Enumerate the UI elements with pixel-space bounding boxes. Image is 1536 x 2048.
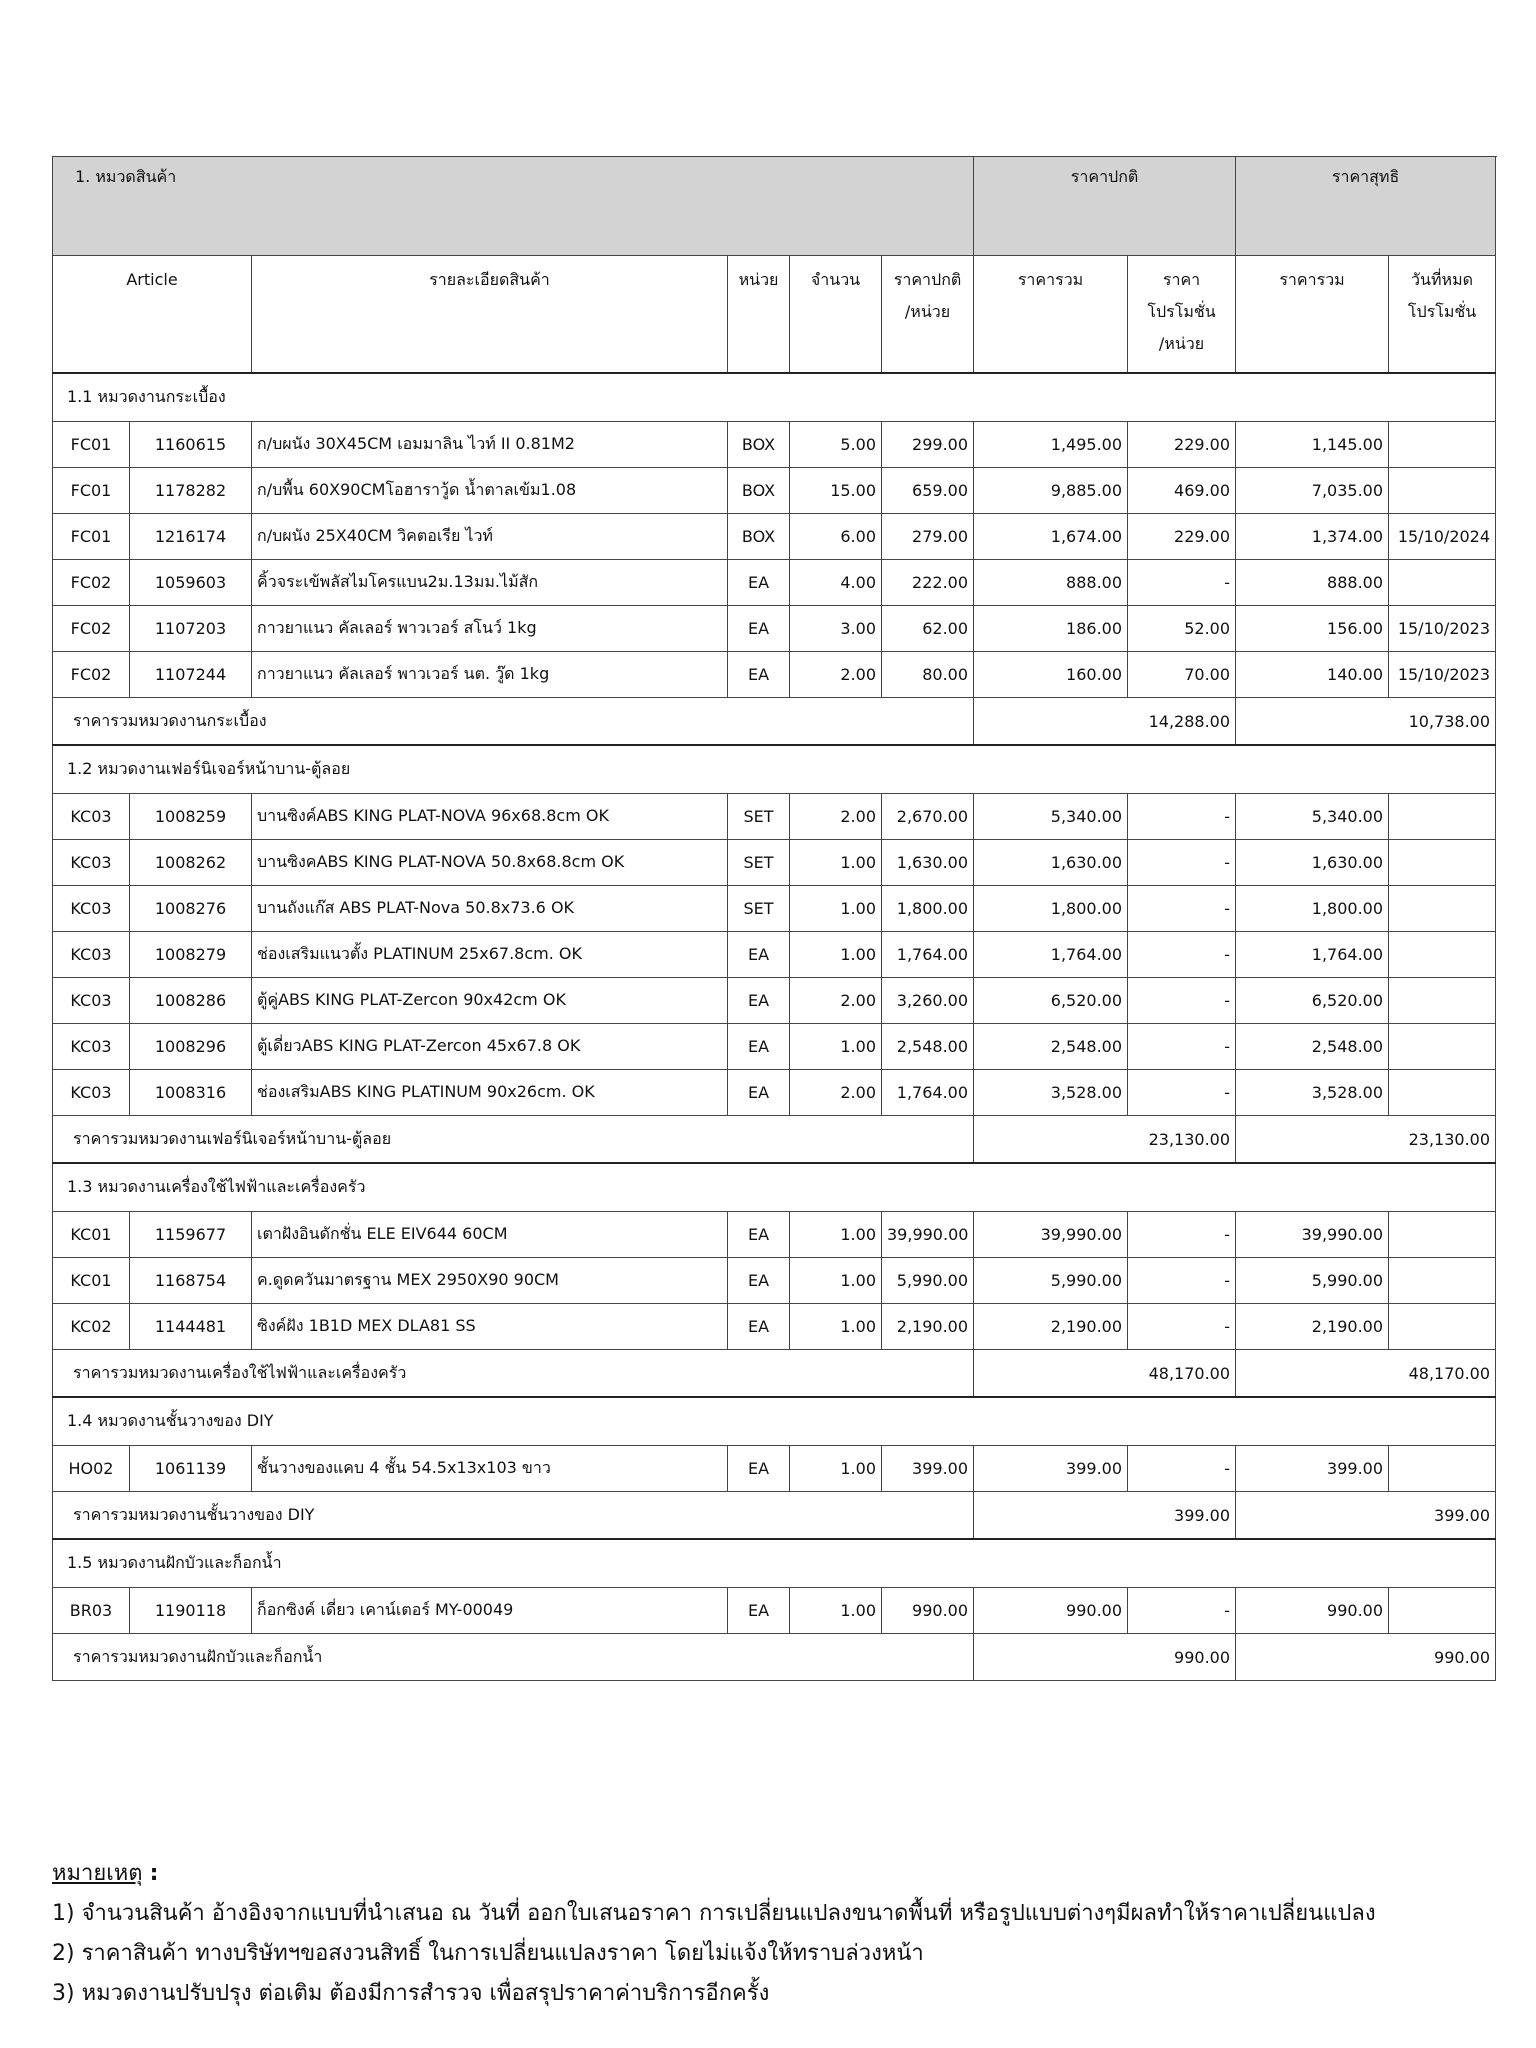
item-article: 1008296 [130,1024,252,1070]
item-promo-end: 15/10/2023 [1389,606,1496,652]
item-promo-end [1389,1024,1496,1070]
col-article: Article [53,256,252,374]
item-article: 1059603 [130,560,252,606]
item-promo-end: 15/10/2023 [1389,652,1496,698]
item-unit: SET [728,840,790,886]
item-description: ก็อกซิงค์ เดี่ยว เคาน์เตอร์ MY-00049 [252,1588,728,1634]
item-promo-end [1389,422,1496,468]
item-total: 5,340.00 [974,794,1128,840]
item-article: 1008259 [130,794,252,840]
table-row [53,514,1496,560]
item-description: ก/บผนัง 25X40CM วิคตอเรีย ไวท์ [252,514,728,560]
notes-title-line [52,1854,1492,1894]
section-header-row [53,1397,1496,1446]
item-total: 399.00 [974,1446,1128,1492]
item-promo-price: - [1128,932,1236,978]
table-row [53,468,1496,514]
item-unit: BOX [728,422,790,468]
item-total: 2,190.00 [974,1304,1128,1350]
subtotal-label: ราคารวมหมวดงานเครื่องใช้ไฟฟ้าและเครื่องครัว [53,1350,974,1398]
section-header-row [53,373,1496,422]
item-net-total: 7,035.00 [1236,468,1389,514]
item-article: 1159677 [130,1212,252,1258]
col-promo-line2: โปรโมชั่น [1147,302,1216,321]
item-unit-price: 279.00 [882,514,974,560]
item-article: 1008276 [130,886,252,932]
item-net-total: 39,990.00 [1236,1212,1389,1258]
item-qty: 2.00 [790,652,882,698]
item-promo-price: 229.00 [1128,422,1236,468]
item-promo-price: - [1128,840,1236,886]
table-row [53,840,1496,886]
item-net-total: 888.00 [1236,560,1389,606]
item-unit-price: 659.00 [882,468,974,514]
table-row [53,978,1496,1024]
subtotal-label: ราคารวมหมวดงานกระเบื้อง [53,698,974,746]
item-unit: EA [728,606,790,652]
item-unit: SET [728,794,790,840]
item-promo-price: - [1128,1588,1236,1634]
item-net-total: 1,145.00 [1236,422,1389,468]
item-article: 1178282 [130,468,252,514]
item-article: 1216174 [130,514,252,560]
item-description: บานซิงคABS KING PLAT-NOVA 50.8x68.8cm OK [252,840,728,886]
item-description: ตู้เดี่ยวABS KING PLAT-Zercon 45x67.8 OK [252,1024,728,1070]
item-unit: BOX [728,514,790,560]
col-unit-price-line2: /หน่วย [904,302,951,321]
item-total: 1,800.00 [974,886,1128,932]
item-code: KC03 [53,794,130,840]
item-promo-price: - [1128,1258,1236,1304]
item-code: KC03 [53,978,130,1024]
item-unit: BOX [728,468,790,514]
item-total: 160.00 [974,652,1128,698]
item-description: ชั้นวางของแคบ 4 ชั้น 54.5x13x103 ขาว [252,1446,728,1492]
item-promo-price: 70.00 [1128,652,1236,698]
item-unit-price: 222.00 [882,560,974,606]
item-net-total: 399.00 [1236,1446,1389,1492]
item-total: 39,990.00 [974,1212,1128,1258]
item-unit: EA [728,560,790,606]
item-qty: 3.00 [790,606,882,652]
item-net-total: 1,630.00 [1236,840,1389,886]
col-total: ราคารวม [974,256,1128,374]
item-qty: 1.00 [790,1446,882,1492]
subtotal-row [53,1116,1496,1164]
item-promo-end [1389,1212,1496,1258]
item-qty: 5.00 [790,422,882,468]
item-promo-price: - [1128,978,1236,1024]
item-article: 1144481 [130,1304,252,1350]
item-promo-end [1389,840,1496,886]
item-qty: 4.00 [790,560,882,606]
item-net-total: 156.00 [1236,606,1389,652]
item-promo-end: 15/10/2024 [1389,514,1496,560]
table-row [53,794,1496,840]
item-code: FC01 [53,468,130,514]
item-unit: SET [728,886,790,932]
item-code: KC03 [53,1070,130,1116]
item-article: 1008286 [130,978,252,1024]
subtotal-label: ราคารวมหมวดงานฝักบัวและก็อกน้ำ [53,1634,974,1681]
item-article: 1107203 [130,606,252,652]
section-title: 1.1 หมวดงานกระเบื้อง [53,373,1496,422]
col-description: รายละเอียดสินค้า [252,256,728,374]
item-net-total: 140.00 [1236,652,1389,698]
item-code: KC03 [53,932,130,978]
subtotal-value: 990.00 [974,1634,1236,1681]
item-qty: 1.00 [790,1258,882,1304]
item-description: บานถังแก๊ส ABS PLAT-Nova 50.8x73.6 OK [252,886,728,932]
col-promo-line3: /หน่วย [1158,334,1205,353]
item-qty: 1.00 [790,840,882,886]
notes-block [52,1854,1492,2014]
subtotal-value: 23,130.00 [974,1116,1236,1164]
subtotal-row [53,1634,1496,1681]
item-description: ก/บพื้น 60X90CMโอฮาราวู้ด น้ำตาลเข้ม1.08 [252,468,728,514]
net-subtotal-value: 48,170.00 [1236,1350,1496,1398]
section-title: 1.5 หมวดงานฝักบัวและก็อกน้ำ [53,1539,1496,1588]
item-promo-price: - [1128,1304,1236,1350]
col-promo-price [1128,256,1236,374]
item-unit: EA [728,1446,790,1492]
note-line: 2) ราคาสินค้า ทางบริษัทฯขอสงวนสิทธิ์ ในการเปลี่ยนแปลงราคา โดยไม่แจ้งให้ทราบล่วงหน้า [52,1941,924,1966]
col-unit-price-line1: ราคาปกติ [893,270,962,289]
table-top-header [53,157,1496,256]
item-code: FC01 [53,422,130,468]
item-article: 1168754 [130,1258,252,1304]
item-description: กาวยาแนว คัลเลอร์ พาวเวอร์ สโนว์ 1kg [252,606,728,652]
item-total: 1,674.00 [974,514,1128,560]
item-net-total: 1,374.00 [1236,514,1389,560]
item-promo-end [1389,1446,1496,1492]
item-promo-end [1389,1258,1496,1304]
net-price-group: ราคาสุทธิ [1236,157,1496,256]
item-promo-price: - [1128,794,1236,840]
item-code: KC03 [53,1024,130,1070]
item-code: FC02 [53,652,130,698]
item-promo-price: - [1128,1024,1236,1070]
note-line: 1) จำนวนสินค้า อ้างอิงจากแบบที่นำเสนอ ณ วันที่ ออกใบเสนอราคา การเปลี่ยนแปลงขนาดพื้นที่ หรือรูปแบบต่างๆมีผลทำให้ราคาเปลี่ยนแปลง [52,1901,1376,1926]
item-unit-price: 3,260.00 [882,978,974,1024]
item-unit-price: 299.00 [882,422,974,468]
item-total: 1,630.00 [974,840,1128,886]
item-promo-end [1389,1070,1496,1116]
item-unit-price: 2,670.00 [882,794,974,840]
item-qty: 1.00 [790,932,882,978]
subtotal-value: 14,288.00 [974,698,1236,746]
item-unit-price: 1,764.00 [882,932,974,978]
regular-price-group: ราคาปกติ [974,157,1236,256]
item-promo-price: 469.00 [1128,468,1236,514]
item-unit: EA [728,1212,790,1258]
subtotal-label: ราคารวมหมวดงานชั้นวางของ DIY [53,1492,974,1540]
item-code: KC01 [53,1258,130,1304]
item-qty: 1.00 [790,1304,882,1350]
table-row [53,1212,1496,1258]
col-promo-end [1389,256,1496,374]
item-unit-price: 399.00 [882,1446,974,1492]
price-table [52,156,1496,1681]
item-unit-price: 1,630.00 [882,840,974,886]
item-code: HO02 [53,1446,130,1492]
item-description: ก/บผนัง 30X45CM เอมมาลิน ไวท์ II 0.81M2 [252,422,728,468]
notes-title: หมายเหตุ [52,1861,143,1886]
subtotal-row [53,1492,1496,1540]
item-promo-end [1389,1304,1496,1350]
table-row [53,932,1496,978]
col-promo-end-line1: วันที่หมด [1411,270,1473,289]
table-row [53,1304,1496,1350]
item-description: บานซิงค์ABS KING PLAT-NOVA 96x68.8cm OK [252,794,728,840]
item-promo-price: - [1128,886,1236,932]
table-row [53,1070,1496,1116]
subtotal-row [53,1350,1496,1398]
item-qty: 1.00 [790,886,882,932]
item-total: 2,548.00 [974,1024,1128,1070]
item-description: เตาฝังอินดักชั่น ELE EIV644 60CM [252,1212,728,1258]
col-net-total: ราคารวม [1236,256,1389,374]
item-promo-end [1389,794,1496,840]
item-total: 3,528.00 [974,1070,1128,1116]
col-qty: จำนวน [790,256,882,374]
section-title: 1.3 หมวดงานเครื่องใช้ไฟฟ้าและเครื่องครัว [53,1163,1496,1212]
item-net-total: 6,520.00 [1236,978,1389,1024]
item-description: ตู้คู่ABS KING PLAT-Zercon 90x42cm OK [252,978,728,1024]
item-promo-price: - [1128,560,1236,606]
net-subtotal-value: 990.00 [1236,1634,1496,1681]
item-total: 6,520.00 [974,978,1128,1024]
subtotal-value: 399.00 [974,1492,1236,1540]
net-subtotal-value: 23,130.00 [1236,1116,1496,1164]
table-row [53,886,1496,932]
item-promo-end [1389,978,1496,1024]
item-qty: 1.00 [790,1212,882,1258]
item-net-total: 1,764.00 [1236,932,1389,978]
item-description: ช่องเสริมABS KING PLATINUM 90x26cm. OK [252,1070,728,1116]
item-article: 1061139 [130,1446,252,1492]
item-unit: EA [728,1588,790,1634]
item-unit-price: 1,764.00 [882,1070,974,1116]
item-article: 1160615 [130,422,252,468]
item-unit: EA [728,1258,790,1304]
table-row [53,422,1496,468]
item-net-total: 5,340.00 [1236,794,1389,840]
item-qty: 2.00 [790,794,882,840]
item-unit-price: 80.00 [882,652,974,698]
item-unit: EA [728,932,790,978]
item-qty: 1.00 [790,1024,882,1070]
item-total: 9,885.00 [974,468,1128,514]
note-line: 3) หมวดงานปรับปรุง ต่อเติม ต้องมีการสำรวจ เพื่อสรุปราคาค่าบริการอีกครั้ง [52,1981,770,2006]
section-header-row [53,1163,1496,1212]
item-promo-price: - [1128,1446,1236,1492]
item-article: 1107244 [130,652,252,698]
item-code: FC02 [53,606,130,652]
table-row [53,1258,1496,1304]
item-promo-end [1389,932,1496,978]
item-code: KC03 [53,840,130,886]
col-promo-line1: ราคา [1162,270,1201,289]
item-net-total: 990.00 [1236,1588,1389,1634]
item-total: 990.00 [974,1588,1128,1634]
item-unit-price: 1,800.00 [882,886,974,932]
item-net-total: 5,990.00 [1236,1258,1389,1304]
item-code: FC02 [53,560,130,606]
item-description: ช่องเสริมแนวตั้ง PLATINUM 25x67.8cm. OK [252,932,728,978]
item-code: KC01 [53,1212,130,1258]
item-description: ซิงค์ฝัง 1B1D MEX DLA81 SS [252,1304,728,1350]
item-unit: EA [728,1304,790,1350]
item-promo-end [1389,468,1496,514]
item-unit-price: 5,990.00 [882,1258,974,1304]
item-promo-end [1389,1588,1496,1634]
item-code: FC01 [53,514,130,560]
net-subtotal-value: 399.00 [1236,1492,1496,1540]
item-unit: EA [728,978,790,1024]
table-row [53,652,1496,698]
item-code: KC02 [53,1304,130,1350]
item-total: 888.00 [974,560,1128,606]
table-row [53,560,1496,606]
subtotal-value: 48,170.00 [974,1350,1236,1398]
item-qty: 2.00 [790,978,882,1024]
table-row [53,1446,1496,1492]
section-header-row [53,745,1496,794]
item-promo-price: 229.00 [1128,514,1236,560]
section-header-row [53,1539,1496,1588]
item-code: BR03 [53,1588,130,1634]
item-description: กาวยาแนว คัลเลอร์ พาวเวอร์ นต. วู๊ด 1kg [252,652,728,698]
item-unit-price: 2,548.00 [882,1024,974,1070]
column-header-row [53,256,1496,374]
item-net-total: 2,548.00 [1236,1024,1389,1070]
item-article: 1190118 [130,1588,252,1634]
item-promo-price: - [1128,1212,1236,1258]
item-net-total: 2,190.00 [1236,1304,1389,1350]
item-promo-end [1389,560,1496,606]
item-description: คิ้วจระเข้พลัสไมโครแบน2ม.13มม.ไม้สัก [252,560,728,606]
net-subtotal-value: 10,738.00 [1236,698,1496,746]
item-total: 1,764.00 [974,932,1128,978]
category-title: 1. หมวดสินค้า [53,157,974,256]
item-unit: EA [728,1024,790,1070]
item-code: KC03 [53,886,130,932]
item-unit: EA [728,652,790,698]
section-title: 1.4 หมวดงานชั้นวางของ DIY [53,1397,1496,1446]
section-title: 1.2 หมวดงานเฟอร์นิเจอร์หน้าบาน-ตู้ลอย [53,745,1496,794]
item-unit-price: 39,990.00 [882,1212,974,1258]
item-article: 1008279 [130,932,252,978]
notes-colon: : [149,1861,159,1886]
item-total: 186.00 [974,606,1128,652]
item-qty: 6.00 [790,514,882,560]
col-promo-end-line2: โปรโมชั่น [1407,302,1477,321]
item-description: ค.ดูดควันมาตรฐาน MEX 2950X90 90CM [252,1258,728,1304]
table-row [53,1588,1496,1634]
item-promo-end [1389,886,1496,932]
item-qty: 2.00 [790,1070,882,1116]
subtotal-label: ราคารวมหมวดงานเฟอร์นิเจอร์หน้าบาน-ตู้ลอย [53,1116,974,1164]
col-unit-price [882,256,974,374]
item-total: 1,495.00 [974,422,1128,468]
item-promo-price: - [1128,1070,1236,1116]
table-row [53,1024,1496,1070]
item-unit-price: 62.00 [882,606,974,652]
item-net-total: 3,528.00 [1236,1070,1389,1116]
item-article: 1008316 [130,1070,252,1116]
item-article: 1008262 [130,840,252,886]
table-row [53,606,1496,652]
item-unit-price: 990.00 [882,1588,974,1634]
item-qty: 1.00 [790,1588,882,1634]
item-unit: EA [728,1070,790,1116]
item-unit-price: 2,190.00 [882,1304,974,1350]
col-unit: หน่วย [728,256,790,374]
subtotal-row [53,698,1496,746]
item-qty: 15.00 [790,468,882,514]
item-net-total: 1,800.00 [1236,886,1389,932]
item-promo-price: 52.00 [1128,606,1236,652]
item-total: 5,990.00 [974,1258,1128,1304]
